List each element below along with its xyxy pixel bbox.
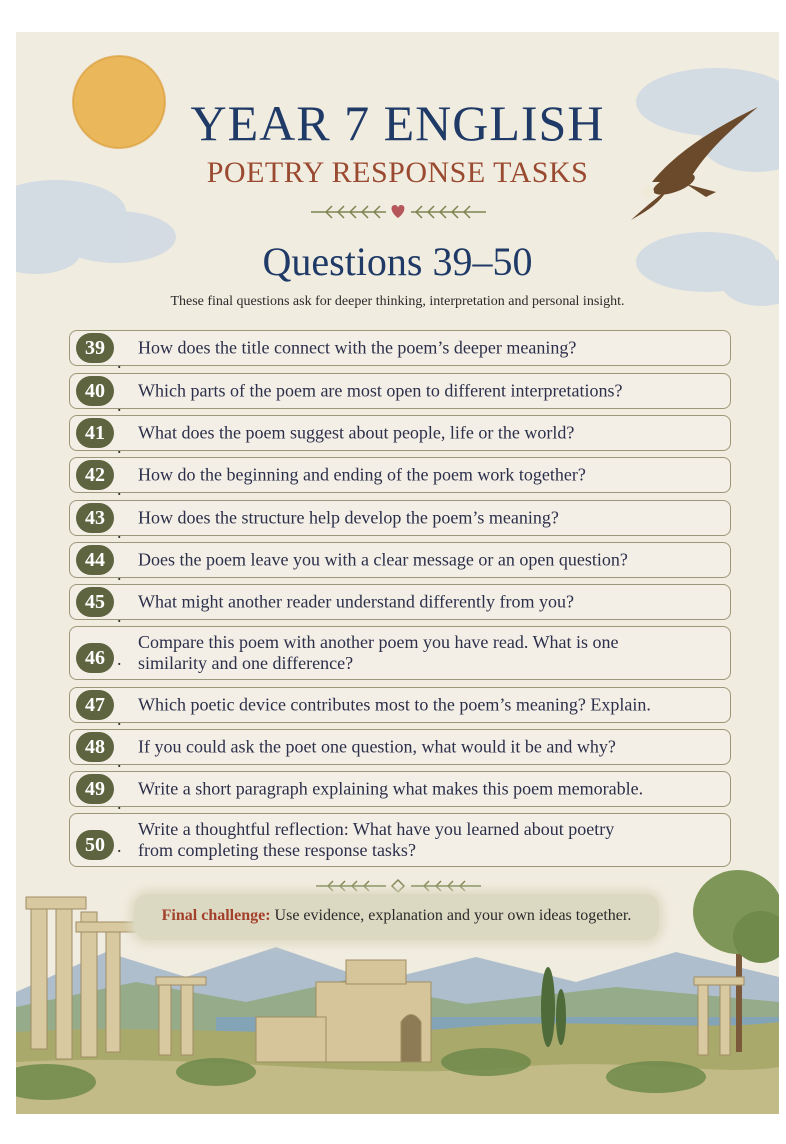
question-text: How do the beginning and ending of the poem work together? [138,464,586,485]
diamond-icon [392,880,404,892]
question-text: If you could ask the poet one question, what would it be and why? [138,736,616,757]
question-row [69,457,731,499]
number-dot: . [117,649,122,669]
question-number-badge: 42 [76,460,114,490]
question-row [69,542,731,584]
question-text: How does the title connect with the poem’s deeper meaning? [138,337,577,358]
question-number-badge: 49 [76,774,114,804]
number-dot: . [117,522,122,542]
questions-range-heading: Questions 39–50 [262,239,533,284]
number-dot: . [117,751,122,771]
final-challenge-label: Final challenge: [161,907,271,924]
question-text: How does the structure help develop the poem’s meaning? [138,507,559,528]
question-row [69,626,731,680]
question-text: Write a thoughtful reflection: What have you learned about poetry from completing these response tasks? [138,819,615,860]
question-text: Does the poem leave you with a clear message or an open question? [138,549,628,570]
ornament-divider-top [306,200,491,224]
question-text: Compare this poem with another poem you have read. What is one similarity and one difference? [138,632,619,673]
question-number-badge: 45 [76,587,114,617]
question-row [69,771,731,813]
question-row [69,729,731,771]
number-dot: . [117,437,122,457]
question-number-badge: 44 [76,545,114,575]
number-dot: . [117,395,122,415]
question-number-badge: 48 [76,732,114,762]
question-text: Which parts of the poem are most open to different interpretations? [138,380,623,401]
question-text: What might another reader understand differently from you? [138,591,575,612]
final-challenge-text [134,907,659,925]
number-dot: . [117,606,122,626]
page-title: YEAR 7 ENGLISH [190,95,605,151]
question-number-badge: 43 [76,503,114,533]
final-challenge-body: Use evidence, explanation and your own ideas together. [274,907,632,924]
question-number-badge: 47 [76,690,114,720]
number-dot: . [117,836,122,856]
question-text: Which poetic device contributes most to the poem’s meaning? Explain. [138,694,651,715]
number-dot: . [117,352,122,372]
question-number-badge: 46 [76,643,114,673]
page-subtitle: POETRY RESPONSE TASKS [206,156,589,189]
question-row [69,584,731,626]
question-number-badge: 39 [76,333,114,363]
ornament-divider-bottom [306,876,491,896]
number-dot: . [117,564,122,584]
question-row [69,500,731,542]
question-number-badge: 50 [76,830,114,860]
worksheet-page [16,32,779,1114]
question-text: Write a short paragraph explaining what makes this poem memorable. [138,778,644,799]
question-row [69,373,731,415]
question-row [69,813,731,867]
intro-text: These final questions ask for deeper thinking, interpretation and personal insight. [170,294,625,309]
heart-icon [392,205,405,218]
final-challenge-banner [134,894,659,940]
question-number-badge: 41 [76,418,114,448]
number-dot: . [117,709,122,729]
question-row [69,330,731,372]
question-row [69,415,731,457]
number-dot: . [117,793,122,813]
question-number-badge: 40 [76,376,114,406]
question-row [69,687,731,729]
question-text: What does the poem suggest about people, life or the world? [138,422,575,443]
number-dot: . [117,479,122,499]
